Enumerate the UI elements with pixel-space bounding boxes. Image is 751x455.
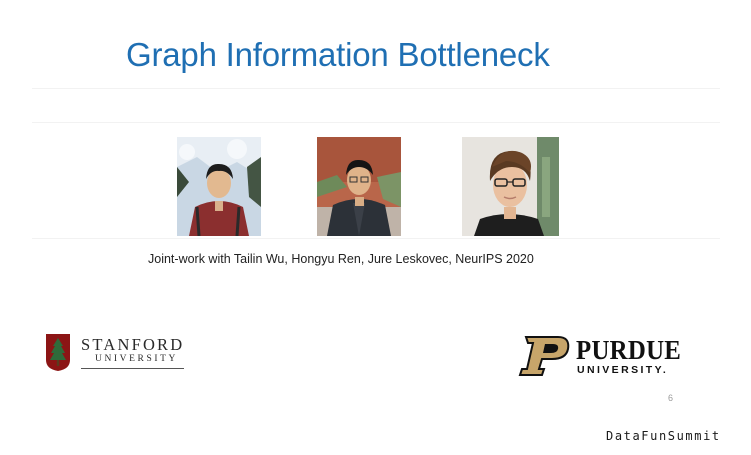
divider: [32, 88, 720, 89]
purdue-p-icon: [518, 335, 570, 377]
divider: [32, 238, 720, 239]
purdue-wordmark: PURDUE: [576, 335, 682, 365]
stanford-logo: [44, 330, 194, 376]
purdue-logo: [518, 333, 698, 381]
watermark: DataFunSummit: [606, 429, 721, 443]
author-photo-2: [317, 137, 401, 236]
stanford-subtitle: UNIVERSITY: [95, 354, 178, 364]
slide-title: Graph Information Bottleneck: [126, 36, 550, 73]
divider: [32, 122, 720, 123]
stanford-rule: [81, 368, 184, 369]
stanford-tree-icon: [44, 332, 72, 372]
page-number: 6: [668, 393, 674, 403]
author-photo-1: [177, 137, 261, 236]
caption: Joint-work with Tailin Wu, Hongyu Ren, Jure Leskovec, NeurIPS 2020: [148, 252, 534, 266]
purdue-subtitle: UNIVERSITY.: [577, 364, 669, 376]
stanford-wordmark: STANFORD: [81, 335, 185, 354]
author-photo-3: [462, 137, 559, 236]
